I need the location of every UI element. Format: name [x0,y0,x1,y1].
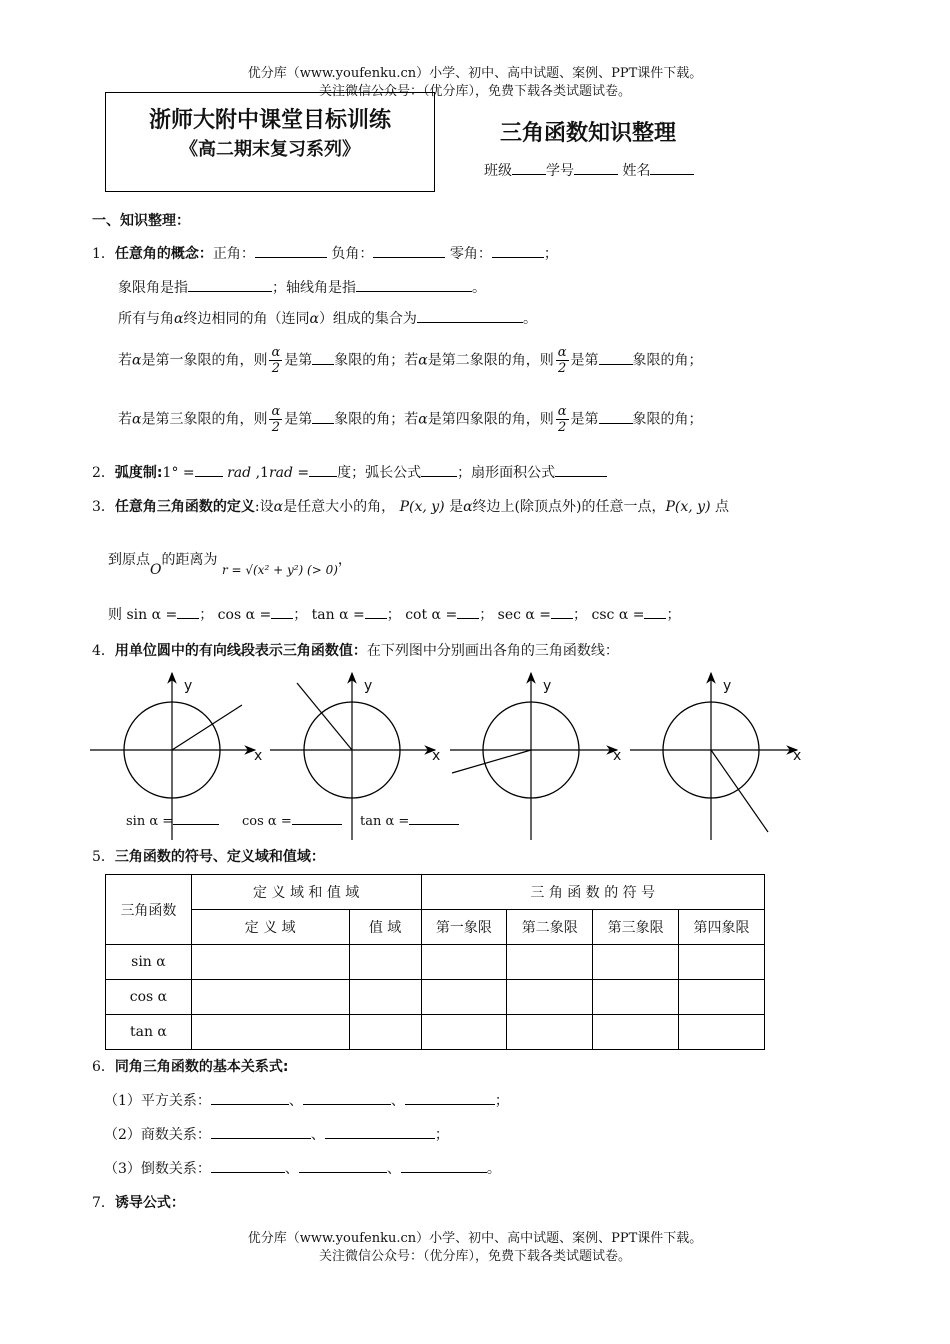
row-label-tan: tan α [106,1015,192,1050]
punct: 、 [288,1093,303,1109]
item-title: 用单位圆中的有向线段表示三角函数值： [114,643,367,659]
alpha-symbol: α [132,352,142,369]
number-label: 学号 [546,163,574,179]
punct: ； [543,246,558,262]
cot-def-blank[interactable] [457,604,479,619]
title-box-line-2: 《高二期末复习系列》 [180,139,360,160]
row-label-sin: sin α [106,945,192,980]
half-alpha-fraction [556,404,569,435]
item-number: 4． [92,643,115,659]
positive-angle-blank[interactable] [255,243,327,258]
alpha-symbol: α [463,499,473,515]
punct: ； [199,607,214,623]
quadrant-angle-label: 象限角是指 [118,280,188,296]
cell[interactable] [593,1015,679,1050]
header-domain-range: 定 义 域 和 值 域 [191,875,421,910]
x-axis-label-2: x [432,748,441,764]
alpha-symbol: α [273,499,284,515]
tan-def-label: tan α = [311,607,365,623]
reciprocal-blank-1[interactable] [211,1158,285,1173]
half-alpha-fraction [269,404,282,435]
section-heading: 一、知识整理： [92,213,190,229]
reciprocal-blank-3[interactable] [401,1158,487,1173]
csc-def-label: csc α = [591,607,645,623]
punct: ； [434,1127,449,1143]
trig-sign-table [105,874,765,1050]
punct: , [255,465,261,481]
square-blank-2[interactable] [303,1090,391,1105]
title-box [105,92,435,192]
text: 是 [449,499,464,515]
cell[interactable] [421,945,507,980]
sin-def-label: sin α = [126,607,178,623]
sin-def-blank[interactable] [177,604,199,619]
sin-line-answer [126,810,219,829]
reciprocal-blank-2[interactable] [299,1158,387,1173]
item-number: 3． [92,499,115,515]
cell[interactable] [593,945,679,980]
half-alpha-fraction [269,345,282,376]
item-title: 弧度制: [114,465,163,481]
y-axis-label-1: y [184,678,193,694]
item-2-line [92,462,607,482]
text: 是第 [284,411,313,428]
deg-to-rad-blank[interactable] [195,462,223,477]
x-axis-label-4: x [793,748,802,764]
unit-circle-3 [450,673,617,840]
item-5-line [92,846,325,866]
q3-blank[interactable] [312,409,334,424]
item-3-line-3 [108,604,680,624]
text: 1 [260,465,269,481]
rad-unit: rad [268,465,293,481]
y-axis-label-3: y [543,678,552,694]
text: 是第一象限的角，则 [141,352,268,369]
alpha-symbol: α [132,411,142,428]
reciprocal-label: （3）倒数关系： [104,1161,211,1177]
square-blank-1[interactable] [211,1090,289,1105]
axis-angle-blank[interactable] [356,277,472,292]
positive-angle-label: 正角： [212,246,255,262]
alpha-symbol: α [418,411,428,428]
tan-label: tan α = [360,814,410,829]
text: 度；弧长公式 [337,465,422,481]
item-title: 三角函数的符号、定义域和值域： [114,849,325,865]
cell[interactable] [507,1015,593,1050]
header-function: 三角函数 [106,875,192,945]
tan-blank[interactable] [409,810,459,825]
text: 若 [118,411,132,428]
cos-def-blank[interactable] [271,604,293,619]
fraction-numerator: α [557,345,567,360]
x-axis-label-1: x [254,748,263,764]
text: 是第三象限的角，则 [141,411,268,428]
table-row [106,1015,765,1050]
sector-area-blank[interactable] [555,462,607,477]
fraction-denominator: 2 [271,420,280,435]
header-q2: 第二象限 [507,910,593,945]
square-relation-line [104,1090,509,1110]
sec-def-label: sec α = [497,607,552,623]
fraction-numerator: α [271,404,281,419]
punct: ； [386,607,401,623]
half-alpha-fraction [556,345,569,376]
item-6-line [92,1056,289,1076]
text: 点 [715,499,729,515]
q4-blank[interactable] [599,409,633,424]
text: ；扇形面积公式 [457,465,556,481]
y-axis-label-4: y [723,678,732,694]
text: 若 [118,352,132,369]
punct: 。 [522,311,537,327]
cell[interactable] [349,945,421,980]
quotient-label: （2）商数关系： [104,1127,211,1143]
y-axis-label-2: y [364,678,373,694]
student-info [484,160,694,180]
cos-blank[interactable] [292,810,342,825]
fraction-denominator: 2 [271,361,280,376]
csc-def-blank[interactable] [644,604,666,619]
header-sign: 三 角 函 数 的 符 号 [421,875,765,910]
punct: ； [479,607,494,623]
class-blank[interactable] [512,160,546,175]
header-line-2: 关注微信公众号：（优分库），免费下载各类试题试卷。 [318,84,631,99]
cell[interactable] [507,945,593,980]
cell[interactable] [191,980,349,1015]
degree-symbol: 1° [162,465,179,481]
document-title: 三角函数知识整理 [500,121,677,146]
fraction-denominator: 2 [557,361,567,376]
point-p: P(x, y) [665,499,711,515]
set-blank[interactable] [417,308,523,323]
alpha-symbol: α [418,352,428,369]
punct: ； [573,607,588,623]
equals: = [182,465,195,481]
text: 是第二象限的角，则 [427,352,554,369]
quotient-blank-2[interactable] [325,1124,435,1139]
unit-circle-4 [630,673,797,840]
rad-unit: rad [227,465,252,481]
punct: 、 [310,1127,325,1143]
cos-label: cos α = [242,814,292,829]
terminal-side [452,750,531,773]
item-3-line-2 [108,549,352,578]
text: 象限的角；若 [334,411,419,428]
x-axis-label-3: x [613,748,622,764]
negative-angle-blank[interactable] [373,243,445,258]
item-title: 诱导公式： [114,1195,185,1211]
header-range: 值 域 [349,910,421,945]
text: :设 [254,499,274,515]
punct: ， [337,552,352,568]
item-1-line-4 [118,345,703,376]
cell[interactable] [421,980,507,1015]
square-blank-3[interactable] [405,1090,495,1105]
text: 是第 [570,352,599,369]
punct: 、 [390,1093,405,1109]
name-blank[interactable] [650,160,694,175]
sec-def-blank[interactable] [551,604,573,619]
footer-line-2: 关注微信公众号：（优分库），免费下载各类试题试卷。 [318,1249,631,1264]
item-number: 1． [92,246,115,262]
table-header-row [106,875,765,910]
axis-angle-label: ；轴线角是指 [272,280,356,296]
zero-angle-blank[interactable] [492,243,544,258]
item-number: 7． [92,1195,115,1211]
text: 象限的角；若 [334,352,419,369]
item-1-line-5 [118,404,703,435]
header-q4: 第四象限 [679,910,765,945]
cell[interactable] [349,1015,421,1050]
item-title: 同角三角函数的基本关系式: [114,1059,289,1075]
text: 所有与角 [118,311,174,327]
cos-line-answer [242,810,342,829]
number-blank[interactable] [574,160,618,175]
tan-def-blank[interactable] [365,604,387,619]
footer-line-1: 优分库（www.youfenku.cn）小学、初中、高中试题、案例、PPT课件下载。 [247,1231,703,1246]
item-1-line-2 [118,277,486,297]
origin-symbol: O [150,562,162,578]
item-number: 5． [92,849,115,865]
fraction-numerator: α [557,404,567,419]
table-row [106,945,765,980]
alpha-symbol: α [309,311,319,327]
punct: 、 [284,1161,299,1177]
text: 象限的角； [632,352,703,369]
fraction-numerator: α [271,345,281,360]
terminal-side [172,705,242,750]
header-domain: 定 义 域 [191,910,349,945]
text: 是任意大小的角， [283,499,396,515]
punct: 。 [486,1161,501,1177]
arc-length-blank[interactable] [421,462,457,477]
fraction-denominator: 2 [557,420,567,435]
punct: ； [666,607,681,623]
punct: 。 [472,280,486,296]
terminal-side [711,750,768,832]
punct: ； [293,607,308,623]
row-label-cos: cos α [106,980,192,1015]
cell[interactable] [349,980,421,1015]
text: 象限的角； [632,411,703,428]
cell[interactable] [593,980,679,1015]
name-label: 姓名 [622,163,651,179]
item-3-line-1 [92,496,729,516]
sin-blank[interactable] [173,810,219,825]
text: 到原点 [108,552,150,568]
equals: = [297,465,310,481]
punct: 、 [386,1161,401,1177]
text: ）组成的集合为 [318,311,417,327]
item-7-line [92,1192,185,1212]
text: 终边上(除顶点外)的任意一点， [472,499,666,515]
square-label: （1）平方关系： [104,1093,211,1109]
header-q3: 第三象限 [593,910,679,945]
rad-to-deg-blank[interactable] [309,462,337,477]
text: 是第 [570,411,599,428]
distance-formula: r = √(x² + y²) (> 0) [221,563,338,577]
cell[interactable] [679,945,765,980]
class-label: 班级 [484,163,512,179]
text: 是第四象限的角，则 [427,411,554,428]
item-number: 6． [92,1059,115,1075]
text: 是第 [284,352,313,369]
cell[interactable] [507,980,593,1015]
cos-def-label: cos α = [217,607,272,623]
item-1-line-1 [92,243,558,263]
item-4-line [92,640,619,660]
table-subheader-row [106,910,765,945]
cell[interactable] [191,945,349,980]
reciprocal-relation-line [104,1158,501,1178]
cell[interactable] [191,1015,349,1050]
item-title: 任意角三角函数的定义 [114,499,255,515]
cell[interactable] [679,980,765,1015]
sin-label: sin α = [126,814,174,829]
header-q1: 第一象限 [421,910,507,945]
quadrant-angle-blank[interactable] [188,277,272,292]
negative-angle-label: 负角： [331,246,374,262]
item-description: 在下列图中分别画出各角的三角函数线： [366,643,619,659]
table-row [106,980,765,1015]
point-p: P(x, y) [399,499,445,515]
cell[interactable] [421,1015,507,1050]
zero-angle-label: 零角： [449,246,492,262]
quotient-relation-line [104,1124,449,1144]
item-1-line-3 [118,308,537,328]
q1-blank[interactable] [312,350,334,365]
punct: ； [494,1093,509,1109]
cell[interactable] [679,1015,765,1050]
text: 则 [108,607,122,623]
tan-line-answer [360,810,459,829]
text: 的距离为 [161,552,218,568]
item-number: 2． [92,465,115,481]
text: 终边相同的角（连同 [183,311,310,327]
quotient-blank-1[interactable] [211,1124,311,1139]
cot-def-label: cot α = [405,607,458,623]
header-line-1: 优分库（www.youfenku.cn）小学、初中、高中试题、案例、PPT课件下载。 [247,66,703,81]
item-title: 任意角的概念： [114,246,213,262]
alpha-symbol: α [174,311,184,327]
q2-blank[interactable] [599,350,633,365]
title-box-line-1: 浙师大附中课堂目标训练 [148,108,391,133]
